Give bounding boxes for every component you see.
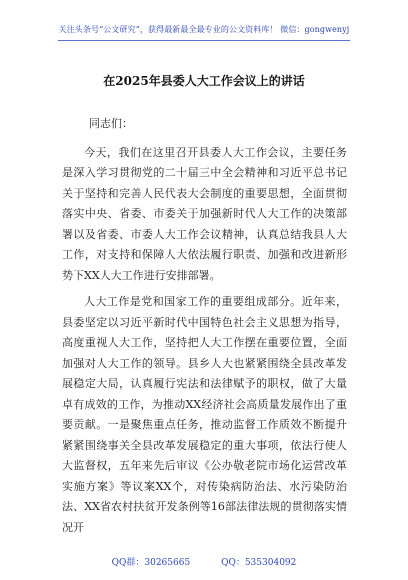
footer-qq-group: QQ群：30265665 [111,558,191,568]
document-title: 在2025年县委人大工作会议上的讲话 [103,74,305,88]
salutation: 同志们： [89,117,133,130]
paragraph-2: 人大工作是党和国家工作的重要组成部分。近年来，县委坚定以习近平新时代中国特色社会主义思想为指导，高度重视人大工作，坚持把人大工作摆在重要位置，全面加强对人大工作的领导。县乡人大也紧紧围绕全县改革发展稳定大局，认真履行宪法和法律赋予的职权，做了大量卓有成效的工作，为推动XX经济社会高质量发展作出了重要贡献。一是聚焦重点任务，推动监督工作质效不断提升紧紧围绕事关全县改革发展稳定的重大事项，依法行使人大监督权，五年来先后审议《公办敬老院市场化运营改革实施方案》等议案XX个，对传染病防治法、水污染防治法、XX省农村扶贫开发条例等16部法律法规的贯彻落实情况开 [62,295,347,534]
page-header-promo: 关注头条号“公文研究”，获得最新最全最专业的公文资料库！ 微信：gongwenyj [58,25,350,34]
header-divider [58,40,350,41]
page-footer [0,555,408,568]
footer-qq: QQ：535304092 [221,558,297,568]
paragraph-1: 今天，我们在这里召开县委人大工作会议，主要任务是深入学习贯彻党的二十届三中全会精神和习近平总书记关于坚持和完善人民代表大会制度的重要思想，全面贯彻落实中央、省委、市委关于加强新时代人大工作的决策部署以及省委、市委人大工作会议精神，认真总结我县人大工作，对支持和保障人大依法履行职责、加强和改进新形势下XX人大工作进行安排部署。 [62,145,347,282]
document-body [62,114,347,544]
